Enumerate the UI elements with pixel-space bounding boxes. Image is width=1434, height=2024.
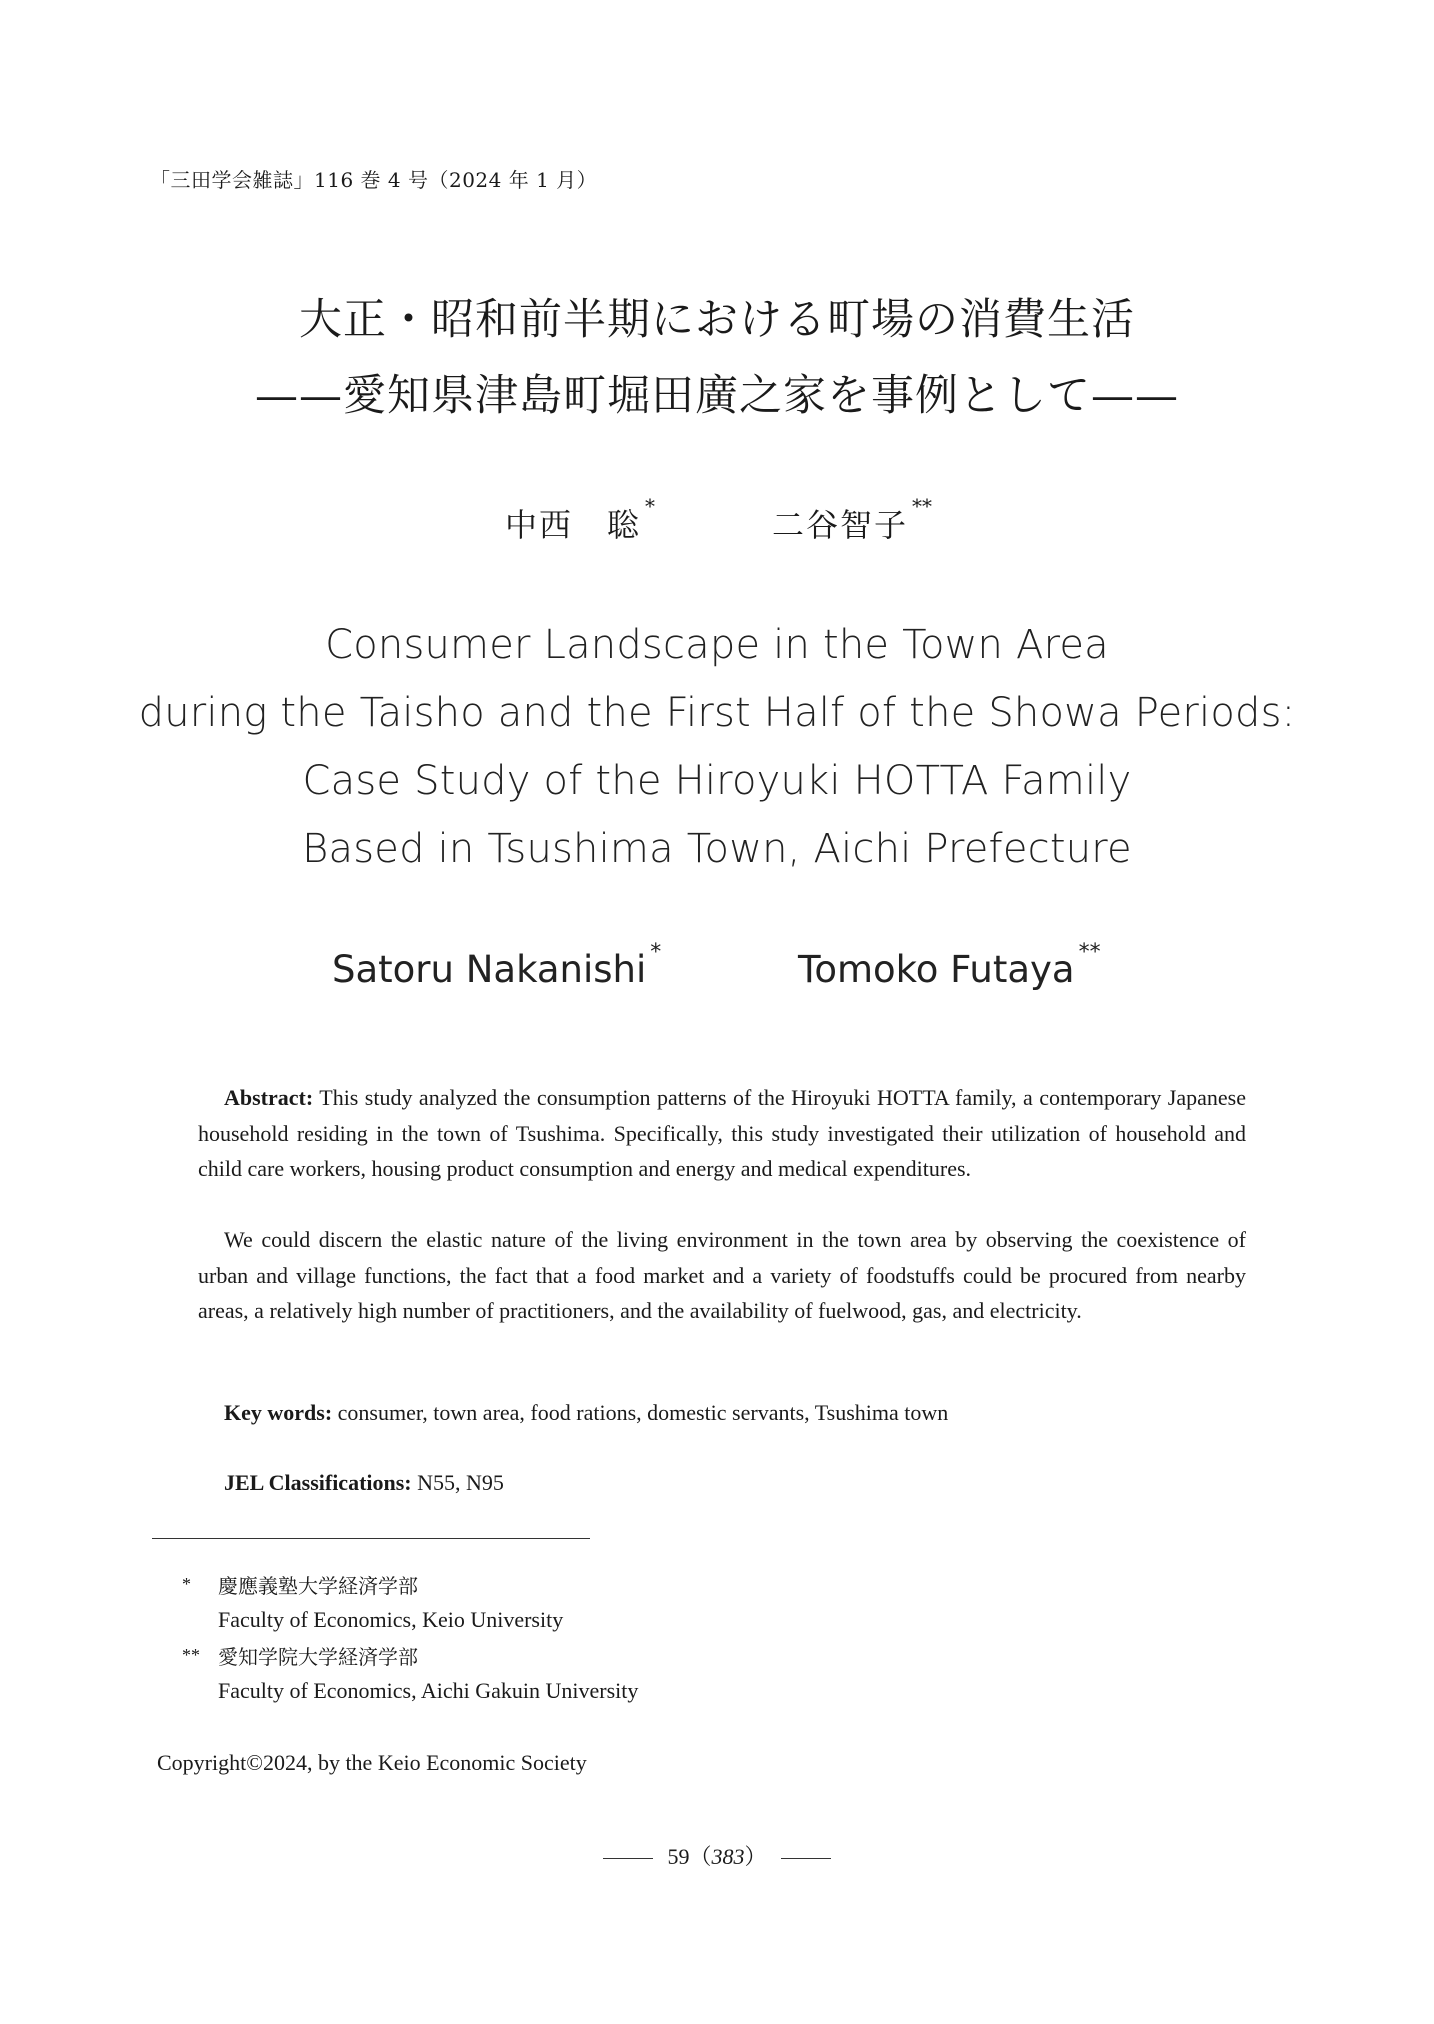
page-number-right-dash xyxy=(781,1858,831,1859)
jel-label: JEL Classifications: xyxy=(224,1470,412,1495)
journal-header: 「三田学会雑誌」116 巻 4 号（2024 年 1 月） xyxy=(150,168,598,192)
en-author-1-name: Satoru Nakanishi xyxy=(332,948,647,991)
en-title-line-1: Consumer Landscape in the Town Area xyxy=(325,622,1109,668)
page-number-value: 59 xyxy=(667,1844,690,1869)
page-number-left-dash xyxy=(603,1858,653,1859)
en-author-2 xyxy=(798,940,1101,991)
jp-title-line-2: ——愛知県津島町堀田廣之家を事例として—— xyxy=(255,371,1179,421)
footnote-2-affiliation-jp: 愛知学院大学経済学部 xyxy=(218,1645,418,1669)
footnote-1-affiliation-jp: 慶應義塾大学経済学部 xyxy=(218,1574,418,1598)
keywords-text: consumer, town area, food rations, domestic servants, Tsushima town xyxy=(337,1400,949,1425)
en-title-line-3: Case Study of the Hiroyuki HOTTA Family xyxy=(302,758,1132,804)
keywords-label: Key words: xyxy=(224,1400,333,1425)
jel-classifications xyxy=(224,1470,504,1496)
abstract-text-1: This study analyzed the consumption patterns of the Hiroyuki HOTTA family, a contemporary Japanese household residing in the town of Tsushima. Specifically, this study investigated their utilization of household and child care workers, housing product consumption and energy and medical expenditures. xyxy=(198,1085,1246,1181)
jp-author-1-mark: * xyxy=(645,494,656,518)
abstract-paragraph-2: We could discern the elastic nature of the living environment in the town area by observing the coexistence of urban and village functions, the fact that a food market and a variety of foodstuffs could be procured from nearby areas, a relatively high number of practitioners, and the availability of fuelwood, gas, and electricity. xyxy=(198,1227,1246,1323)
jel-text: N55, N95 xyxy=(417,1470,504,1495)
jp-author-1 xyxy=(505,494,656,546)
en-title-line-4: Based in Tsushima Town, Aichi Prefecture xyxy=(302,826,1132,872)
en-author-1-mark: * xyxy=(650,940,662,965)
jp-title-line-1: 大正・昭和前半期における町場の消費生活 xyxy=(299,295,1135,345)
abstract-paragraph-1 xyxy=(198,1080,1246,1187)
abstract-label: Abstract: xyxy=(224,1085,314,1110)
en-title-line-2: during the Taisho and the First Half of the Showa Periods: xyxy=(138,690,1296,736)
jp-author-2-mark: ** xyxy=(912,494,933,518)
page-number: 59（383） xyxy=(0,1840,1434,1871)
footnote-1-mark: * xyxy=(182,1574,191,1594)
keywords xyxy=(224,1400,948,1426)
jp-author-2-name: 二谷智子 xyxy=(772,506,909,544)
page-number-volume: 383 xyxy=(711,1844,745,1869)
footnote-divider xyxy=(152,1538,590,1539)
footnote-2-affiliation-en: Faculty of Economics, Aichi Gakuin University xyxy=(218,1678,639,1703)
en-author-2-name: Tomoko Futaya xyxy=(798,948,1075,991)
jp-author-2 xyxy=(772,494,933,546)
en-author-2-mark: ** xyxy=(1078,940,1101,965)
en-author-1 xyxy=(332,940,662,991)
footnote-1-affiliation-en: Faculty of Economics, Keio University xyxy=(218,1607,564,1632)
copyright: Copyright©2024, by the Keio Economic Society xyxy=(157,1750,587,1775)
jp-author-1-name: 中西 聡 xyxy=(505,506,642,544)
footnote-2-mark: ** xyxy=(182,1645,200,1665)
